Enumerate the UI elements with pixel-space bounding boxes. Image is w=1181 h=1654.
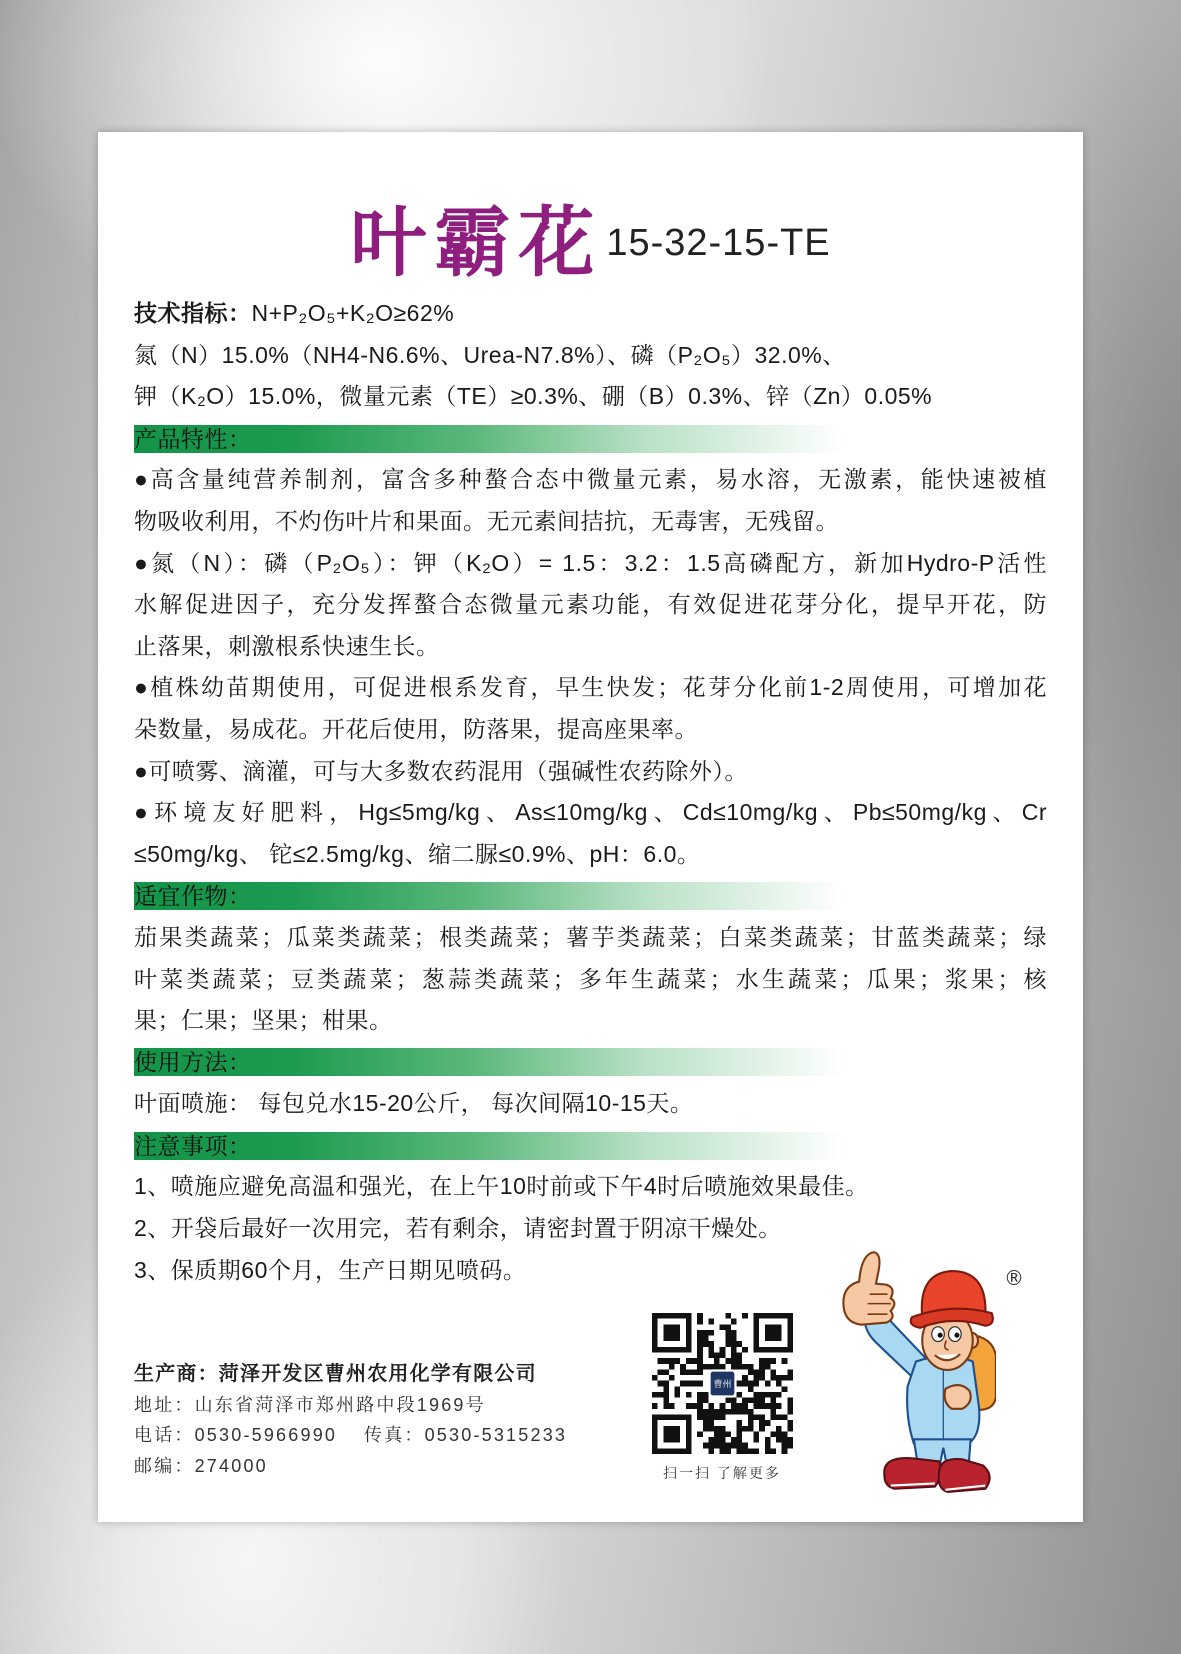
pointing-hand xyxy=(945,1385,971,1409)
feature-line: ●氮（N）：磷（P₂O₅）：钾（K₂O）= 1.5：3.2：1.5高磷配方，新加Hydro-P活性 xyxy=(134,549,1047,576)
section-heading: 注意事项： xyxy=(134,1132,844,1160)
feature-paragraph xyxy=(134,792,1047,875)
feature-line: 止落果，刺激根系快速生长。 xyxy=(134,632,440,659)
feature-line: 物吸收利用，不灼伤叶片和果面。无元素间拮抗，无毒害，无残留。 xyxy=(134,507,839,534)
product-name: 叶霸花 xyxy=(350,198,603,287)
feature-paragraph xyxy=(134,459,1047,542)
feature-paragraph xyxy=(134,751,1047,793)
crops-paragraph xyxy=(134,917,1047,1042)
feature-line: ●环境友好肥料，Hg≤5mg/kg、As≤10mg/kg、Cd≤10mg/kg、Pb≤50mg/kg、Cr xyxy=(134,799,1047,826)
spec-block xyxy=(134,293,1047,418)
crops-line: 果；仁果；坚果；柑果。 xyxy=(134,1007,393,1034)
right-pupil xyxy=(954,1333,959,1338)
feature-line: ●植株幼苗期使用，可促进根系发育，早生快发；花芽分化前1-2周使用，可增加花 xyxy=(134,674,1047,701)
spec-total-row xyxy=(134,293,1047,335)
manufacturer-address: 地址：山东省菏泽市郑州路中段1969号 xyxy=(134,1394,486,1415)
feature-line: ●可喷雾、滴灌，可与大多数农药混用（强碱性农药除外）。 xyxy=(134,757,748,784)
section-heading: 产品特性： xyxy=(134,425,844,453)
usage-text: 叶面喷施： 每包兑水15-20公斤， 每次间隔10-15天。 xyxy=(134,1090,694,1117)
qr-finder-top-right xyxy=(754,1313,793,1352)
note-item: 3、保质期60个月，生产日期见喷码。 xyxy=(134,1256,527,1283)
section-header-usage xyxy=(134,1042,1047,1084)
product-label-card xyxy=(98,132,1083,1522)
registered-mark: ® xyxy=(1004,1266,1024,1290)
feature-paragraph xyxy=(134,543,1047,668)
qr-center-label: 曹州 xyxy=(713,1379,732,1390)
crops-line: 茄果类蔬菜；瓜菜类蔬菜；根类蔬菜；薯芋类蔬菜；白菜类蔬菜；甘蓝类蔬菜；绿 xyxy=(134,923,1047,950)
section-header-notes xyxy=(134,1125,1047,1167)
qr-center-logo xyxy=(710,1371,736,1397)
left-pupil xyxy=(938,1333,943,1338)
crops-line: 叶菜类蔬菜；豆类蔬菜；葱蒜类蔬菜；多年生蔬菜；水生蔬菜；瓜果；浆果；核 xyxy=(134,965,1047,992)
spec-line: 氮（N）15.0%（NH4-N6.6%、Urea-N7.8%）、磷（P₂O₅）32.0%、 xyxy=(134,341,846,368)
manufacturer-name: 生产商：菏泽开发区曹州农用化学有限公司 xyxy=(134,1363,537,1385)
feature-line: ●高含量纯营养制剂，富含多种螯合态中微量元素，易水溶，无激素，能快速被植 xyxy=(134,466,1047,493)
section-heading: 使用方法： xyxy=(134,1048,844,1076)
manufacturer-info xyxy=(134,1359,674,1481)
feature-line: 朵数量，易成花。开花后使用，防落果，提高座果率。 xyxy=(134,715,698,742)
feature-line: ≤50mg/kg、 铊≤2.5mg/kg、缩二脲≤0.9%、pH：6.0。 xyxy=(134,840,701,867)
thumbs-up-hand xyxy=(843,1252,894,1325)
note-item: 1、喷施应避免高温和强光，在上午10时前或下午4时后喷施效果最佳。 xyxy=(134,1173,869,1200)
section-header-features xyxy=(134,418,1047,460)
feature-line: 水解促进因子，充分发挥螯合态微量元素功能，有效促进花芽分化，提早开花，防 xyxy=(134,591,1047,618)
feature-paragraph xyxy=(134,667,1047,750)
section-header-crops xyxy=(134,875,1047,917)
product-formula: 15-32-15-TE xyxy=(606,222,831,264)
spec-total-value: N+P₂O₅+K₂O≥62% xyxy=(251,300,455,326)
manufacturer-postcode: 邮编：274000 xyxy=(134,1455,268,1476)
label-content xyxy=(134,293,1047,1291)
qr-finder-top-left xyxy=(652,1313,691,1352)
product-title xyxy=(98,198,1083,287)
spec-line: 钾（K₂O）15.0%，微量元素（TE）≥0.3%、硼（B）0.3%、锌（Zn）0.05% xyxy=(134,383,933,410)
manufacturer-fax: 传真：0530-5315233 xyxy=(364,1425,568,1445)
manufacturer-contact xyxy=(134,1420,674,1451)
qr-code xyxy=(652,1313,793,1454)
manufacturer-phone: 电话：0530-5966990 xyxy=(134,1425,338,1445)
farmer-mascot-icon xyxy=(838,1250,996,1494)
qr-finder-bottom-left xyxy=(652,1415,691,1454)
spec-label: 技术指标： xyxy=(134,300,252,326)
section-heading: 适宜作物： xyxy=(134,882,844,910)
note-item: 2、开袋后最好一次用完，若有剩余，请密封置于阴凉干燥处。 xyxy=(134,1215,782,1242)
qr-caption: 扫一扫 了解更多 xyxy=(663,1465,781,1481)
